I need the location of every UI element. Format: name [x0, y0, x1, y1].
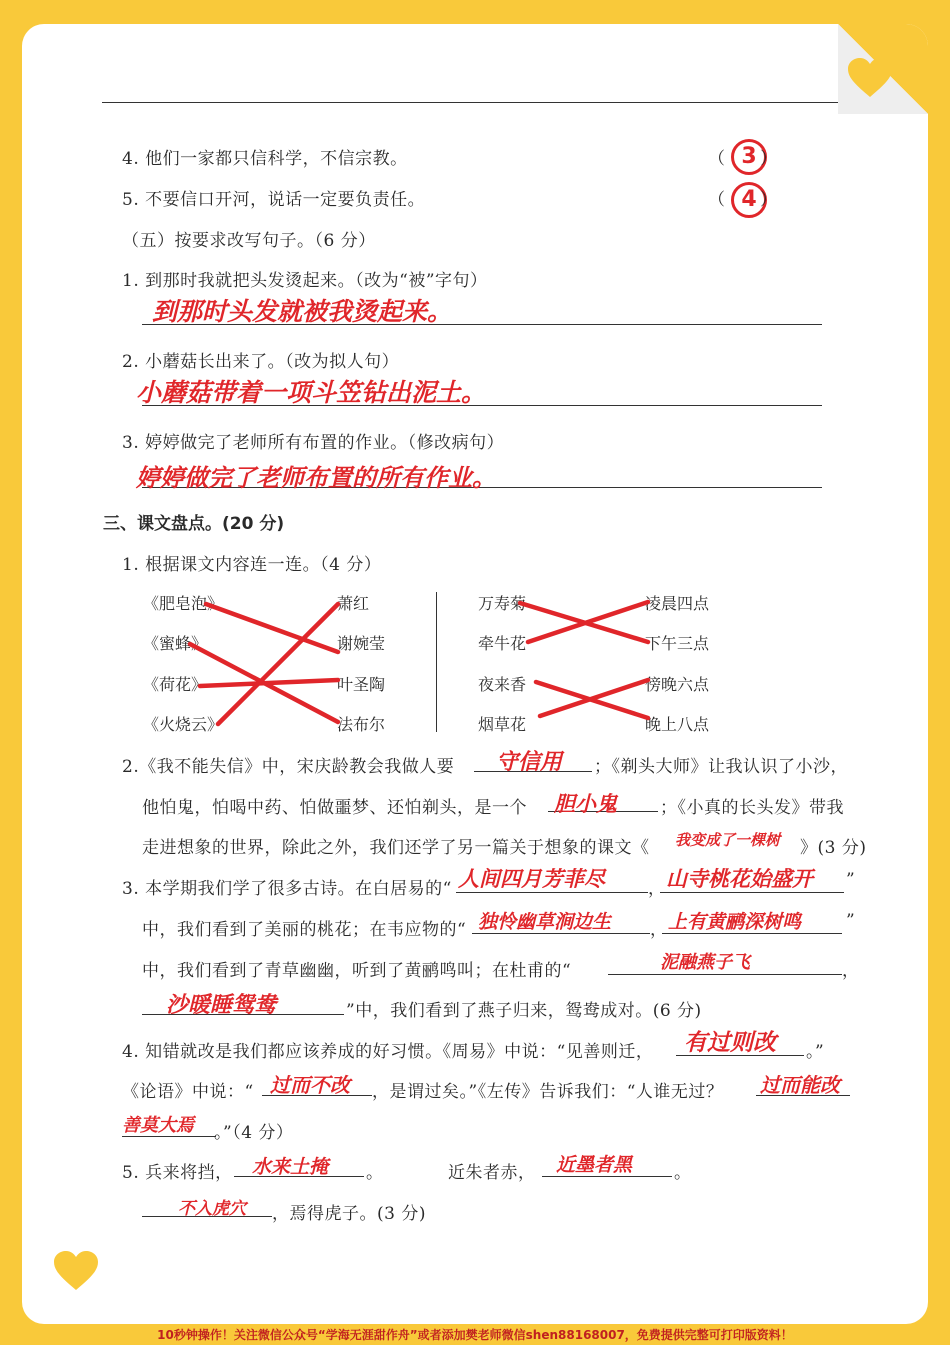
rewrite-q1: 1. 到那时我就把头发烫起来。（改为“被”字句） [122, 271, 488, 291]
q2-a2: 胆小鬼 [554, 792, 617, 816]
q4-line3b: 。”（4 分） [214, 1123, 294, 1143]
match-item: 下午三点 [645, 634, 710, 653]
q4-line1b: 。” [806, 1042, 825, 1062]
match-item: 《蜜蜂》 [143, 634, 208, 653]
q5-a1: 水来土掩 [252, 1156, 329, 1178]
match-item: 叶圣陶 [337, 675, 386, 694]
q2-line2b: ；《小真的长头发》带我 [660, 798, 844, 818]
q4-line2a: 《论语》中说：“ [122, 1082, 254, 1102]
q4-a2: 过而不改 [270, 1073, 350, 1097]
match-item: 傍晚六点 [645, 675, 710, 694]
answer-circle-4: 3 [731, 139, 767, 175]
rewrite-a1: 到那时头发就被我烫起来。 [152, 297, 453, 326]
q5-line1c: 近朱者赤， [448, 1163, 536, 1183]
q2-a1: 守信用 [496, 750, 563, 775]
footer-notice: 10秒钟操作！关注微信公众号“学海无涯甜作舟”或者添加樊老师微信shen88168007，免费提供完整可打印版资料！ [157, 1328, 793, 1342]
match-item: 法布尔 [337, 715, 386, 734]
q3-comma: ， [650, 920, 668, 940]
q3-line4b: ”中，我们看到了燕子归来，鸳鸯成对。(6 分) [346, 1001, 702, 1021]
q3-line2a: 中，我们看到了美丽的桃花；在韦应物的“ [142, 920, 467, 940]
rewrite-q3: 3. 婷婷做完了老师所有布置的作业。（修改病句） [122, 433, 505, 453]
match-line [218, 604, 338, 724]
q2-line1b: ；《剃头大师》让我认识了小沙， [594, 757, 848, 777]
q3-comma: ， [648, 879, 666, 899]
match-item: 《火烧云》 [143, 715, 224, 734]
rewrite-q2: 2. 小蘑菇长出来了。（改为拟人句） [122, 352, 400, 372]
heart-icon [52, 1250, 100, 1292]
q3-a3: 独怜幽草涧边生 [478, 911, 612, 933]
q3-line3a: 中，我们看到了青草幽幽，听到了黄鹂鸣叫；在杜甫的“ [142, 961, 572, 981]
q4-a3: 过而能改 [760, 1073, 840, 1097]
q3-a4: 上有黄鹂深树鸣 [668, 911, 802, 933]
q5-line1d: 。 [674, 1163, 692, 1183]
rewrite-a2: 小蘑菇带着一项斗笠钻出泥土。 [136, 378, 487, 407]
q3-a2: 山寺桃花始盛开 [666, 867, 813, 891]
match-item: 凌晨四点 [645, 594, 710, 613]
paren-close: ） [760, 190, 778, 210]
answer-circle-5: 4 [731, 182, 767, 218]
answer-line [608, 974, 842, 975]
q4-a4: 善莫大焉 [122, 1115, 194, 1136]
q5-a2: 近墨者黑 [556, 1154, 633, 1176]
question-4: 4. 他们一家都只信科学，不信宗教。 [122, 149, 408, 169]
paren-open: （ [708, 190, 726, 210]
match-item: 晚上八点 [645, 715, 710, 734]
q5-line1a: 5. 兵来将挡， [122, 1163, 233, 1183]
section3-title: 三、课文盘点。(20 分) [103, 514, 285, 534]
q5-a3: 不入虎穴 [178, 1199, 246, 1219]
q3-quote: ” [846, 870, 856, 890]
q3-a5: 泥融燕子飞 [660, 952, 750, 973]
match-title: 1. 根据课文内容连一连。（4 分） [122, 555, 382, 575]
q3-line1a: 3. 本学期我们学了很多古诗。在白居易的“ [122, 879, 452, 899]
q2-a3: 我变成了一棵树 [675, 831, 781, 849]
q2-line1a: 2.《我不能失信》中，宋庆龄教会我做人要 [122, 757, 455, 777]
rewrite-title: （五）按要求改写句子。（6 分） [122, 231, 376, 251]
match-item: 万寿菊 [478, 594, 527, 613]
q2-line3b: 》(3 分) [800, 838, 867, 858]
q2-line2a: 他怕鬼，怕喝中药、怕做噩梦、还怕剃头，是一个 [142, 798, 527, 818]
match-item: 谢婉莹 [337, 634, 386, 653]
match-item: 《肥皂泡》 [143, 594, 224, 613]
q5-line2b: ，焉得虎子。(3 分) [272, 1204, 426, 1224]
q2-line3a: 走进想象的世界，除此之外，我们还学了另一篇关于想象的课文《 [142, 838, 650, 858]
match-line [200, 680, 338, 686]
match-item: 烟草花 [478, 715, 527, 734]
q3-quote: ” [846, 911, 856, 931]
match-line [206, 604, 338, 652]
q4-line1a: 4. 知错就改是我们都应该养成的好习惯。《周易》中说：“见善则迁， [122, 1042, 654, 1062]
match-item: 萧红 [337, 594, 370, 613]
match-item: 《荷花》 [143, 675, 208, 694]
q3-comma: ， [842, 961, 860, 981]
q5-line1b: 。 [366, 1163, 384, 1183]
q3-a6: 沙暖睡鸳鸯 [166, 993, 277, 1018]
q4-line2b: ，是谓过矣。”《左传》告诉我们：“人谁无过？ [372, 1082, 724, 1102]
paren-open: （ [708, 149, 726, 169]
match-item: 牵牛花 [478, 634, 527, 653]
question-5: 5. 不要信口开河，说话一定要负责任。 [122, 190, 426, 210]
paren-close: ） [760, 149, 778, 169]
rewrite-a3: 婷婷做完了老师布置的所有作业。 [136, 464, 496, 492]
q4-a1: 有过则改 [684, 1030, 776, 1056]
q3-a1: 人间四月芳菲尽 [458, 867, 605, 891]
match-item: 夜来香 [478, 675, 527, 694]
